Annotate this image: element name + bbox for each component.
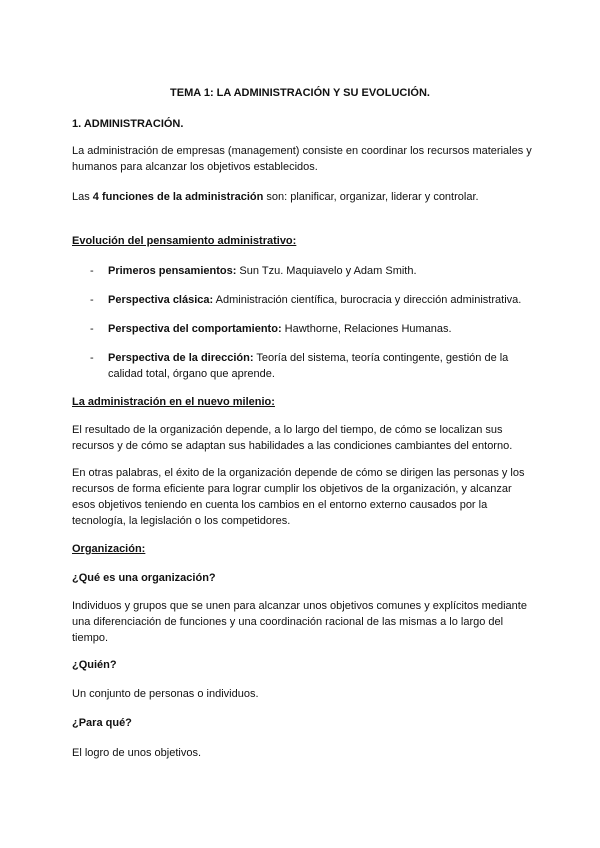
paragraph-functions	[72, 189, 532, 205]
section-heading-organization: Organización:	[72, 543, 146, 555]
bullet-marker: -	[90, 352, 94, 364]
functions-prefix: Las	[72, 191, 93, 203]
list-item-bold: Perspectiva de la dirección:	[108, 352, 254, 364]
paragraph-definition: La administración de empresas (management) consiste en coordinar los recursos materiales y humanos para alcanzar los objetivos establecidos.	[72, 145, 532, 173]
functions-suffix: son: planificar, organizar, liderar y controlar.	[263, 191, 479, 203]
paragraph-millennium-1: El resultado de la organización depende, a lo largo del tiempo, de cómo se localizan sus recursos y de cómo se adaptan sus habilidades a las condiciones cambiantes del entorno.	[72, 424, 513, 452]
question-what: ¿Qué es una organización?	[72, 572, 216, 584]
bullet-marker: -	[90, 294, 94, 306]
functions-bold: 4 funciones de la administración	[92, 191, 264, 203]
question-why: ¿Para qué?	[72, 717, 132, 729]
list-item	[108, 321, 534, 337]
list-item-text: Sun Tzu. Maquiavelo y Adam Smith.	[236, 265, 417, 277]
list-item-text: Administración científica, burocracia y dirección administrativa.	[213, 294, 522, 306]
section-heading-new-millennium: La administración en el nuevo milenio:	[72, 396, 275, 408]
section-heading-evolution: Evolución del pensamiento administrativo:	[72, 235, 297, 247]
bullet-marker: -	[90, 323, 94, 335]
paragraph-millennium-2: En otras palabras, el éxito de la organización depende de cómo se dirigen las personas y los recursos de forma eficiente para lograr cumplir los objetivos de la organización, y alcanzar esos objetivos teniendo en cuenta los cambios en el entorno externo causados por la tecnología, la legislación o los competidores.	[72, 467, 525, 527]
list-item	[108, 292, 534, 308]
question-who: ¿Quién?	[72, 659, 117, 671]
list-item	[108, 263, 534, 279]
list-item-bold: Perspectiva del comportamiento:	[108, 323, 282, 335]
list-item-text: Hawthorne, Relaciones Humanas.	[281, 323, 452, 335]
document-title: TEMA 1: LA ADMINISTRACIÓN Y SU EVOLUCIÓN.	[170, 87, 430, 99]
answer-why: El logro de unos objetivos.	[72, 747, 202, 759]
list-item	[108, 350, 534, 382]
section-heading-administracion: 1. ADMINISTRACIÓN.	[72, 118, 184, 130]
list-item-bold: Primeros pensamientos:	[108, 265, 237, 277]
bullet-marker: -	[90, 265, 94, 277]
answer-what: Individuos y grupos que se unen para alcanzar unos objetivos comunes y explícitos mediante una diferenciación de funciones y una coordinación racional de las mismas a lo largo del tiempo.	[72, 600, 527, 644]
answer-who: Un conjunto de personas o individuos.	[72, 688, 259, 700]
list-item-text: Teoría del sistema, teoría contingente, gestión de la calidad total, órgano que aprende.	[108, 352, 509, 380]
list-item-bold: Perspectiva clásica:	[108, 294, 214, 306]
